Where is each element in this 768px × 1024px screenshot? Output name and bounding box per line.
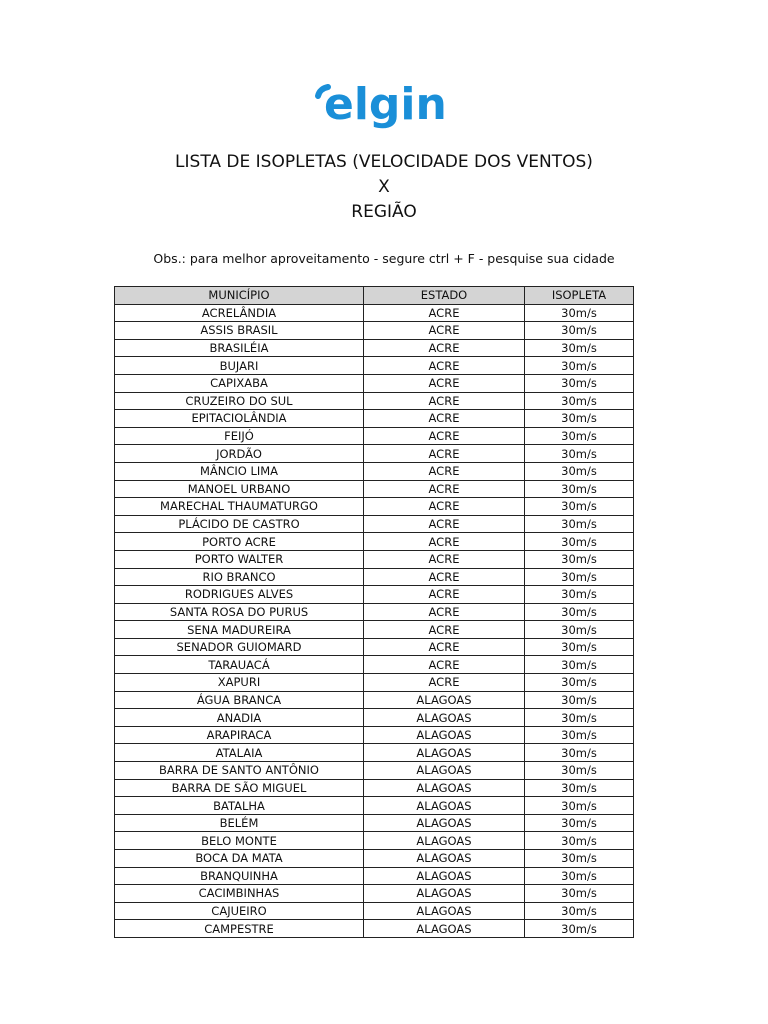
table-row xyxy=(115,814,634,832)
municipio-cell: EPITACIOLÂNDIA xyxy=(115,410,364,428)
estado-cell: ACRE xyxy=(364,586,525,604)
estado-cell: ALAGOAS xyxy=(364,902,525,920)
isopleta-cell: 30m/s xyxy=(525,603,634,621)
isopleta-cell: 30m/s xyxy=(525,392,634,410)
estado-cell: ACRE xyxy=(364,498,525,516)
table-row xyxy=(115,656,634,674)
municipio-cell: RIO BRANCO xyxy=(115,568,364,586)
isopleta-cell: 30m/s xyxy=(525,480,634,498)
estado-cell: ALAGOAS xyxy=(364,779,525,797)
municipio-cell: MANOEL URBANO xyxy=(115,480,364,498)
estado-cell: ALAGOAS xyxy=(364,885,525,903)
municipio-cell: BELÉM xyxy=(115,814,364,832)
municipio-cell: RODRIGUES ALVES xyxy=(115,586,364,604)
table-row xyxy=(115,902,634,920)
table-row xyxy=(115,850,634,868)
municipio-cell: BATALHA xyxy=(115,797,364,815)
municipio-cell: ÁGUA BRANCA xyxy=(115,691,364,709)
estado-cell: ALAGOAS xyxy=(364,691,525,709)
table-row xyxy=(115,374,634,392)
table-row xyxy=(115,568,634,586)
isopleta-cell: 30m/s xyxy=(525,814,634,832)
estado-cell: ACRE xyxy=(364,568,525,586)
municipio-cell: PORTO ACRE xyxy=(115,533,364,551)
isopleta-cell: 30m/s xyxy=(525,902,634,920)
table-row xyxy=(115,744,634,762)
table-row xyxy=(115,357,634,375)
municipio-cell: BRASILÉIA xyxy=(115,339,364,357)
table-row xyxy=(115,410,634,428)
isopleta-cell: 30m/s xyxy=(525,357,634,375)
isopleta-cell: 30m/s xyxy=(525,762,634,780)
header-municipio: MUNICÍPIO xyxy=(115,287,364,305)
municipio-cell: BUJARI xyxy=(115,357,364,375)
logo-text: elgin xyxy=(324,79,447,130)
isopleta-cell: 30m/s xyxy=(525,498,634,516)
isopleta-cell: 30m/s xyxy=(525,445,634,463)
isopleta-cell: 30m/s xyxy=(525,550,634,568)
estado-cell: ACRE xyxy=(364,392,525,410)
table-row xyxy=(115,674,634,692)
estado-cell: ALAGOAS xyxy=(364,850,525,868)
municipio-cell: PORTO WALTER xyxy=(115,550,364,568)
estado-cell: ACRE xyxy=(364,445,525,463)
isopleta-cell: 30m/s xyxy=(525,744,634,762)
isopleta-cell: 30m/s xyxy=(525,515,634,533)
municipio-cell: PLÁCIDO DE CASTRO xyxy=(115,515,364,533)
estado-cell: ACRE xyxy=(364,603,525,621)
table-row xyxy=(115,885,634,903)
isopleta-cell: 30m/s xyxy=(525,674,634,692)
isopleta-cell: 30m/s xyxy=(525,885,634,903)
municipio-cell: ANADIA xyxy=(115,709,364,727)
isopleth-table xyxy=(114,286,634,938)
title-line-2: X xyxy=(378,177,390,197)
search-note: Obs.: para melhor aproveitamento - segure ctrl + F - pesquise sua cidade xyxy=(153,251,615,266)
table-row xyxy=(115,867,634,885)
isopleta-cell: 30m/s xyxy=(525,339,634,357)
isopleta-cell: 30m/s xyxy=(525,832,634,850)
table-row xyxy=(115,920,634,938)
table-row xyxy=(115,621,634,639)
table-row xyxy=(115,322,634,340)
municipio-cell: CACIMBINHAS xyxy=(115,885,364,903)
isopleta-cell: 30m/s xyxy=(525,691,634,709)
municipio-cell: BARRA DE SANTO ANTÔNIO xyxy=(115,762,364,780)
municipio-cell: BARRA DE SÃO MIGUEL xyxy=(115,779,364,797)
table-row xyxy=(115,304,634,322)
table-row xyxy=(115,779,634,797)
municipio-cell: XAPURI xyxy=(115,674,364,692)
estado-cell: ACRE xyxy=(364,410,525,428)
title-line-1: LISTA DE ISOPLETAS (VELOCIDADE DOS VENTOS) xyxy=(175,152,593,172)
isopleta-cell: 30m/s xyxy=(525,462,634,480)
municipio-cell: ATALAIA xyxy=(115,744,364,762)
table-row xyxy=(115,498,634,516)
municipio-cell: JORDÃO xyxy=(115,445,364,463)
isopleta-cell: 30m/s xyxy=(525,726,634,744)
isopleta-cell: 30m/s xyxy=(525,779,634,797)
estado-cell: ACRE xyxy=(364,304,525,322)
estado-cell: ACRE xyxy=(364,533,525,551)
table-row xyxy=(115,797,634,815)
table-row xyxy=(115,427,634,445)
estado-cell: ALAGOAS xyxy=(364,814,525,832)
estado-cell: ACRE xyxy=(364,339,525,357)
table-row xyxy=(115,533,634,551)
estado-cell: ACRE xyxy=(364,638,525,656)
municipio-cell: ACRELÂNDIA xyxy=(115,304,364,322)
estado-cell: ALAGOAS xyxy=(364,797,525,815)
isopleta-cell: 30m/s xyxy=(525,867,634,885)
estado-cell: ACRE xyxy=(364,656,525,674)
municipio-cell: BOCA DA MATA xyxy=(115,850,364,868)
estado-cell: ALAGOAS xyxy=(364,726,525,744)
estado-cell: ALAGOAS xyxy=(364,920,525,938)
isopleta-cell: 30m/s xyxy=(525,374,634,392)
isopleta-cell: 30m/s xyxy=(525,322,634,340)
isopleta-cell: 30m/s xyxy=(525,304,634,322)
estado-cell: ACRE xyxy=(364,550,525,568)
municipio-cell: CRUZEIRO DO SUL xyxy=(115,392,364,410)
table-body xyxy=(115,304,634,937)
municipio-cell: TARAUACÁ xyxy=(115,656,364,674)
municipio-cell: MÂNCIO LIMA xyxy=(115,462,364,480)
estado-cell: ACRE xyxy=(364,427,525,445)
table-row xyxy=(115,586,634,604)
isopleta-cell: 30m/s xyxy=(525,586,634,604)
isopleta-cell: 30m/s xyxy=(525,920,634,938)
municipio-cell: MARECHAL THAUMATURGO xyxy=(115,498,364,516)
municipio-cell: BELO MONTE xyxy=(115,832,364,850)
table-header-row xyxy=(115,287,634,305)
table-row xyxy=(115,638,634,656)
estado-cell: ALAGOAS xyxy=(364,832,525,850)
municipio-cell: BRANQUINHA xyxy=(115,867,364,885)
isopleta-cell: 30m/s xyxy=(525,568,634,586)
table-row xyxy=(115,691,634,709)
table-row xyxy=(115,762,634,780)
table-row xyxy=(115,445,634,463)
table-row xyxy=(115,462,634,480)
estado-cell: ACRE xyxy=(364,322,525,340)
estado-cell: ALAGOAS xyxy=(364,744,525,762)
table-row xyxy=(115,832,634,850)
elgin-logo-image xyxy=(314,78,454,132)
estado-cell: ACRE xyxy=(364,462,525,480)
elgin-logo xyxy=(0,78,768,132)
table-row xyxy=(115,550,634,568)
isopleta-cell: 30m/s xyxy=(525,427,634,445)
table-row xyxy=(115,515,634,533)
estado-cell: ALAGOAS xyxy=(364,762,525,780)
municipio-cell: SANTA ROSA DO PURUS xyxy=(115,603,364,621)
isopleta-cell: 30m/s xyxy=(525,410,634,428)
estado-cell: ACRE xyxy=(364,515,525,533)
estado-cell: ACRE xyxy=(364,621,525,639)
isopleta-cell: 30m/s xyxy=(525,621,634,639)
municipio-cell: SENA MADUREIRA xyxy=(115,621,364,639)
isopleta-cell: 30m/s xyxy=(525,638,634,656)
header-isopleta: ISOPLETA xyxy=(525,287,634,305)
municipio-cell: FEIJÓ xyxy=(115,427,364,445)
table-row xyxy=(115,339,634,357)
isopleta-cell: 30m/s xyxy=(525,797,634,815)
municipio-cell: ARAPIRACA xyxy=(115,726,364,744)
isopleta-cell: 30m/s xyxy=(525,533,634,551)
title-line-3: REGIÃO xyxy=(351,202,417,222)
table-row xyxy=(115,392,634,410)
municipio-cell: CAPIXABA xyxy=(115,374,364,392)
estado-cell: ACRE xyxy=(364,674,525,692)
table-row xyxy=(115,480,634,498)
estado-cell: ACRE xyxy=(364,374,525,392)
table-row xyxy=(115,709,634,727)
municipio-cell: SENADOR GUIOMARD xyxy=(115,638,364,656)
estado-cell: ALAGOAS xyxy=(364,867,525,885)
isopleta-cell: 30m/s xyxy=(525,850,634,868)
header-estado: ESTADO xyxy=(364,287,525,305)
table-row xyxy=(115,726,634,744)
estado-cell: ACRE xyxy=(364,480,525,498)
municipio-cell: CAJUEIRO xyxy=(115,902,364,920)
estado-cell: ACRE xyxy=(364,357,525,375)
isopleta-cell: 30m/s xyxy=(525,656,634,674)
municipio-cell: ASSIS BRASIL xyxy=(115,322,364,340)
isopleta-cell: 30m/s xyxy=(525,709,634,727)
document-title xyxy=(0,150,768,225)
municipio-cell: CAMPESTRE xyxy=(115,920,364,938)
estado-cell: ALAGOAS xyxy=(364,709,525,727)
table-row xyxy=(115,603,634,621)
